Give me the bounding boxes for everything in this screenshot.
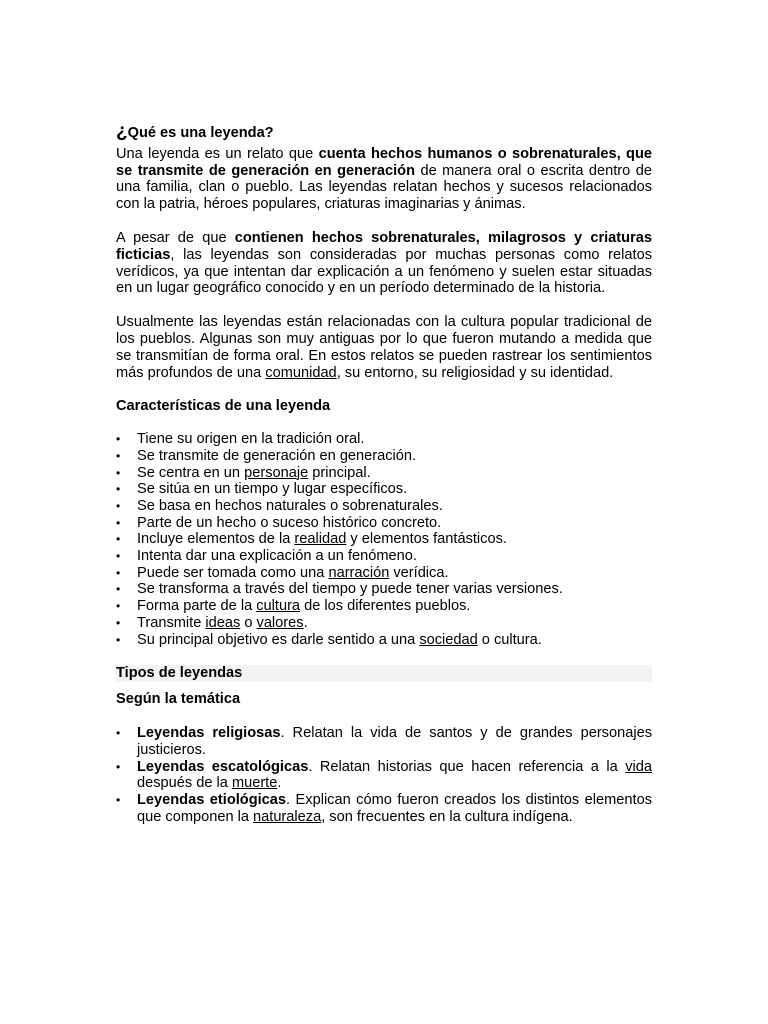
paragraph-text: A pesar de que — [116, 229, 235, 246]
list-item-text: Se transmite de generación en generación. — [137, 447, 417, 464]
paragraph-definition — [116, 146, 652, 213]
list-item-text: . Explican cómo fueron creados los distintos elementos que componen la — [137, 792, 652, 826]
link-realidad[interactable]: realidad — [294, 531, 347, 548]
type-term: Leyendas escatológicas — [137, 758, 309, 775]
types-heading: Tipos de leyendas — [116, 665, 652, 682]
types-sub-heading: Según la temática — [116, 691, 241, 708]
list-item-text: Se centra en un — [137, 464, 245, 481]
question-heading — [116, 121, 652, 142]
list-item-text: verídica. — [389, 564, 449, 581]
list-item-text: Intenta dar una explicación a un fenómeno. — [137, 548, 417, 565]
list-item-text: Se sitúa en un tiempo y lugar específicos. — [137, 481, 408, 498]
paragraph-culture — [116, 314, 652, 381]
list-item-text: Transmite — [137, 614, 206, 631]
list-item — [116, 759, 652, 793]
list-item-text: Tiene su origen en la tradición oral. — [137, 431, 365, 448]
list-item-text: Incluye elementos de la — [137, 531, 295, 548]
paragraph-text: de manera oral o escrita dentro de una familia, clan o pueblo. Las leyendas relatan hechos y sucesos relacionados con la patria, héroes populares, criaturas imaginarias y ánimas. — [116, 162, 652, 213]
list-item — [116, 431, 652, 448]
paragraph-supernatural — [116, 230, 652, 297]
list-item-text: Forma parte de la — [137, 598, 257, 615]
list-item — [116, 465, 652, 482]
list-item-text: Se basa en hechos naturales o sobrenaturales. — [137, 497, 443, 514]
link-valores[interactable]: valores — [256, 614, 304, 631]
list-item — [116, 725, 652, 759]
link-muerte[interactable]: muerte — [231, 775, 278, 792]
link-sociedad[interactable]: sociedad — [419, 631, 478, 648]
list-item-text: o — [240, 614, 257, 631]
link-personaje[interactable]: personaje — [244, 464, 309, 481]
list-item — [116, 581, 652, 598]
list-item — [116, 615, 652, 632]
document-page — [116, 121, 652, 826]
paragraph-text: Usualmente las leyendas están relacionadas con la cultura popular tradicional de los pueblos. Algunas son muy antiguas por lo que fueron mutando a medida que se transmitían de forma oral. En estos relatos se pueden rastrear los sentimientos más profundos de una — [116, 314, 652, 381]
list-item-text: . Relatan historias que hacen referencia a la — [308, 758, 626, 775]
list-item — [116, 515, 652, 532]
link-ideas[interactable]: ideas — [205, 614, 241, 631]
list-item-text: , son frecuentes en la cultura indígena. — [321, 809, 573, 826]
characteristics-heading: Características de una leyenda — [116, 398, 331, 415]
list-item-text: Se transforma a través del tiempo y puede tener varias versiones. — [137, 581, 563, 598]
question-heading-text: Qué es una leyenda? — [127, 125, 274, 141]
types-list — [116, 725, 652, 826]
paragraph-bold-text: contienen hechos sobrenaturales, milagrosos y criaturas ficticias — [116, 229, 652, 263]
list-item-text: principal. — [308, 464, 371, 481]
list-item-text: Su principal objetivo es darle sentido a una — [137, 631, 420, 648]
list-item-text: . — [277, 775, 282, 792]
paragraph-text: , su entorno, su religiosidad y su identidad. — [336, 364, 614, 381]
link-narracion[interactable]: narración — [328, 564, 390, 581]
type-term: Leyendas etiológicas — [137, 792, 287, 809]
list-item — [116, 448, 652, 465]
list-item — [116, 548, 652, 565]
list-item-text: y elementos fantásticos. — [346, 531, 507, 548]
list-item — [116, 481, 652, 498]
list-item-text: después de la — [137, 775, 232, 792]
list-item — [116, 565, 652, 582]
paragraph-bold-text: cuenta hechos humanos o sobrenaturales, que se transmite de generación en generación — [116, 145, 652, 179]
list-item-text: o cultura. — [477, 631, 542, 648]
list-item-text: Parte de un hecho o suceso histórico concreto. — [137, 514, 442, 531]
question-heading-mark: ¿ — [116, 121, 128, 142]
paragraph-text: , las leyendas son consideradas por muchas personas como relatos verídicos, ya que intentan dar explicación a un fenómeno y suelen estar situadas en un lugar geográfico conocido y en un período determinado de la historia. — [116, 246, 652, 297]
link-comunidad[interactable]: comunidad — [265, 364, 337, 381]
paragraph-text: Una leyenda es un relato que — [116, 145, 319, 162]
type-term: Leyendas religiosas — [137, 725, 281, 742]
list-item — [116, 531, 652, 548]
list-item-text: . Relatan la vida de santos y de grandes personajes justicieros. — [137, 725, 652, 758]
link-vida[interactable]: vida — [625, 758, 652, 775]
list-item-text: de los diferentes pueblos. — [300, 598, 471, 615]
link-naturaleza[interactable]: naturaleza — [253, 809, 322, 826]
list-item — [116, 632, 652, 649]
link-cultura[interactable]: cultura — [256, 598, 301, 615]
list-item — [116, 498, 652, 515]
list-item-text: . — [303, 614, 308, 631]
characteristics-list — [116, 431, 652, 648]
list-item — [116, 598, 652, 615]
list-item-text: Puede ser tomada como una — [137, 564, 329, 581]
list-item — [116, 792, 652, 826]
